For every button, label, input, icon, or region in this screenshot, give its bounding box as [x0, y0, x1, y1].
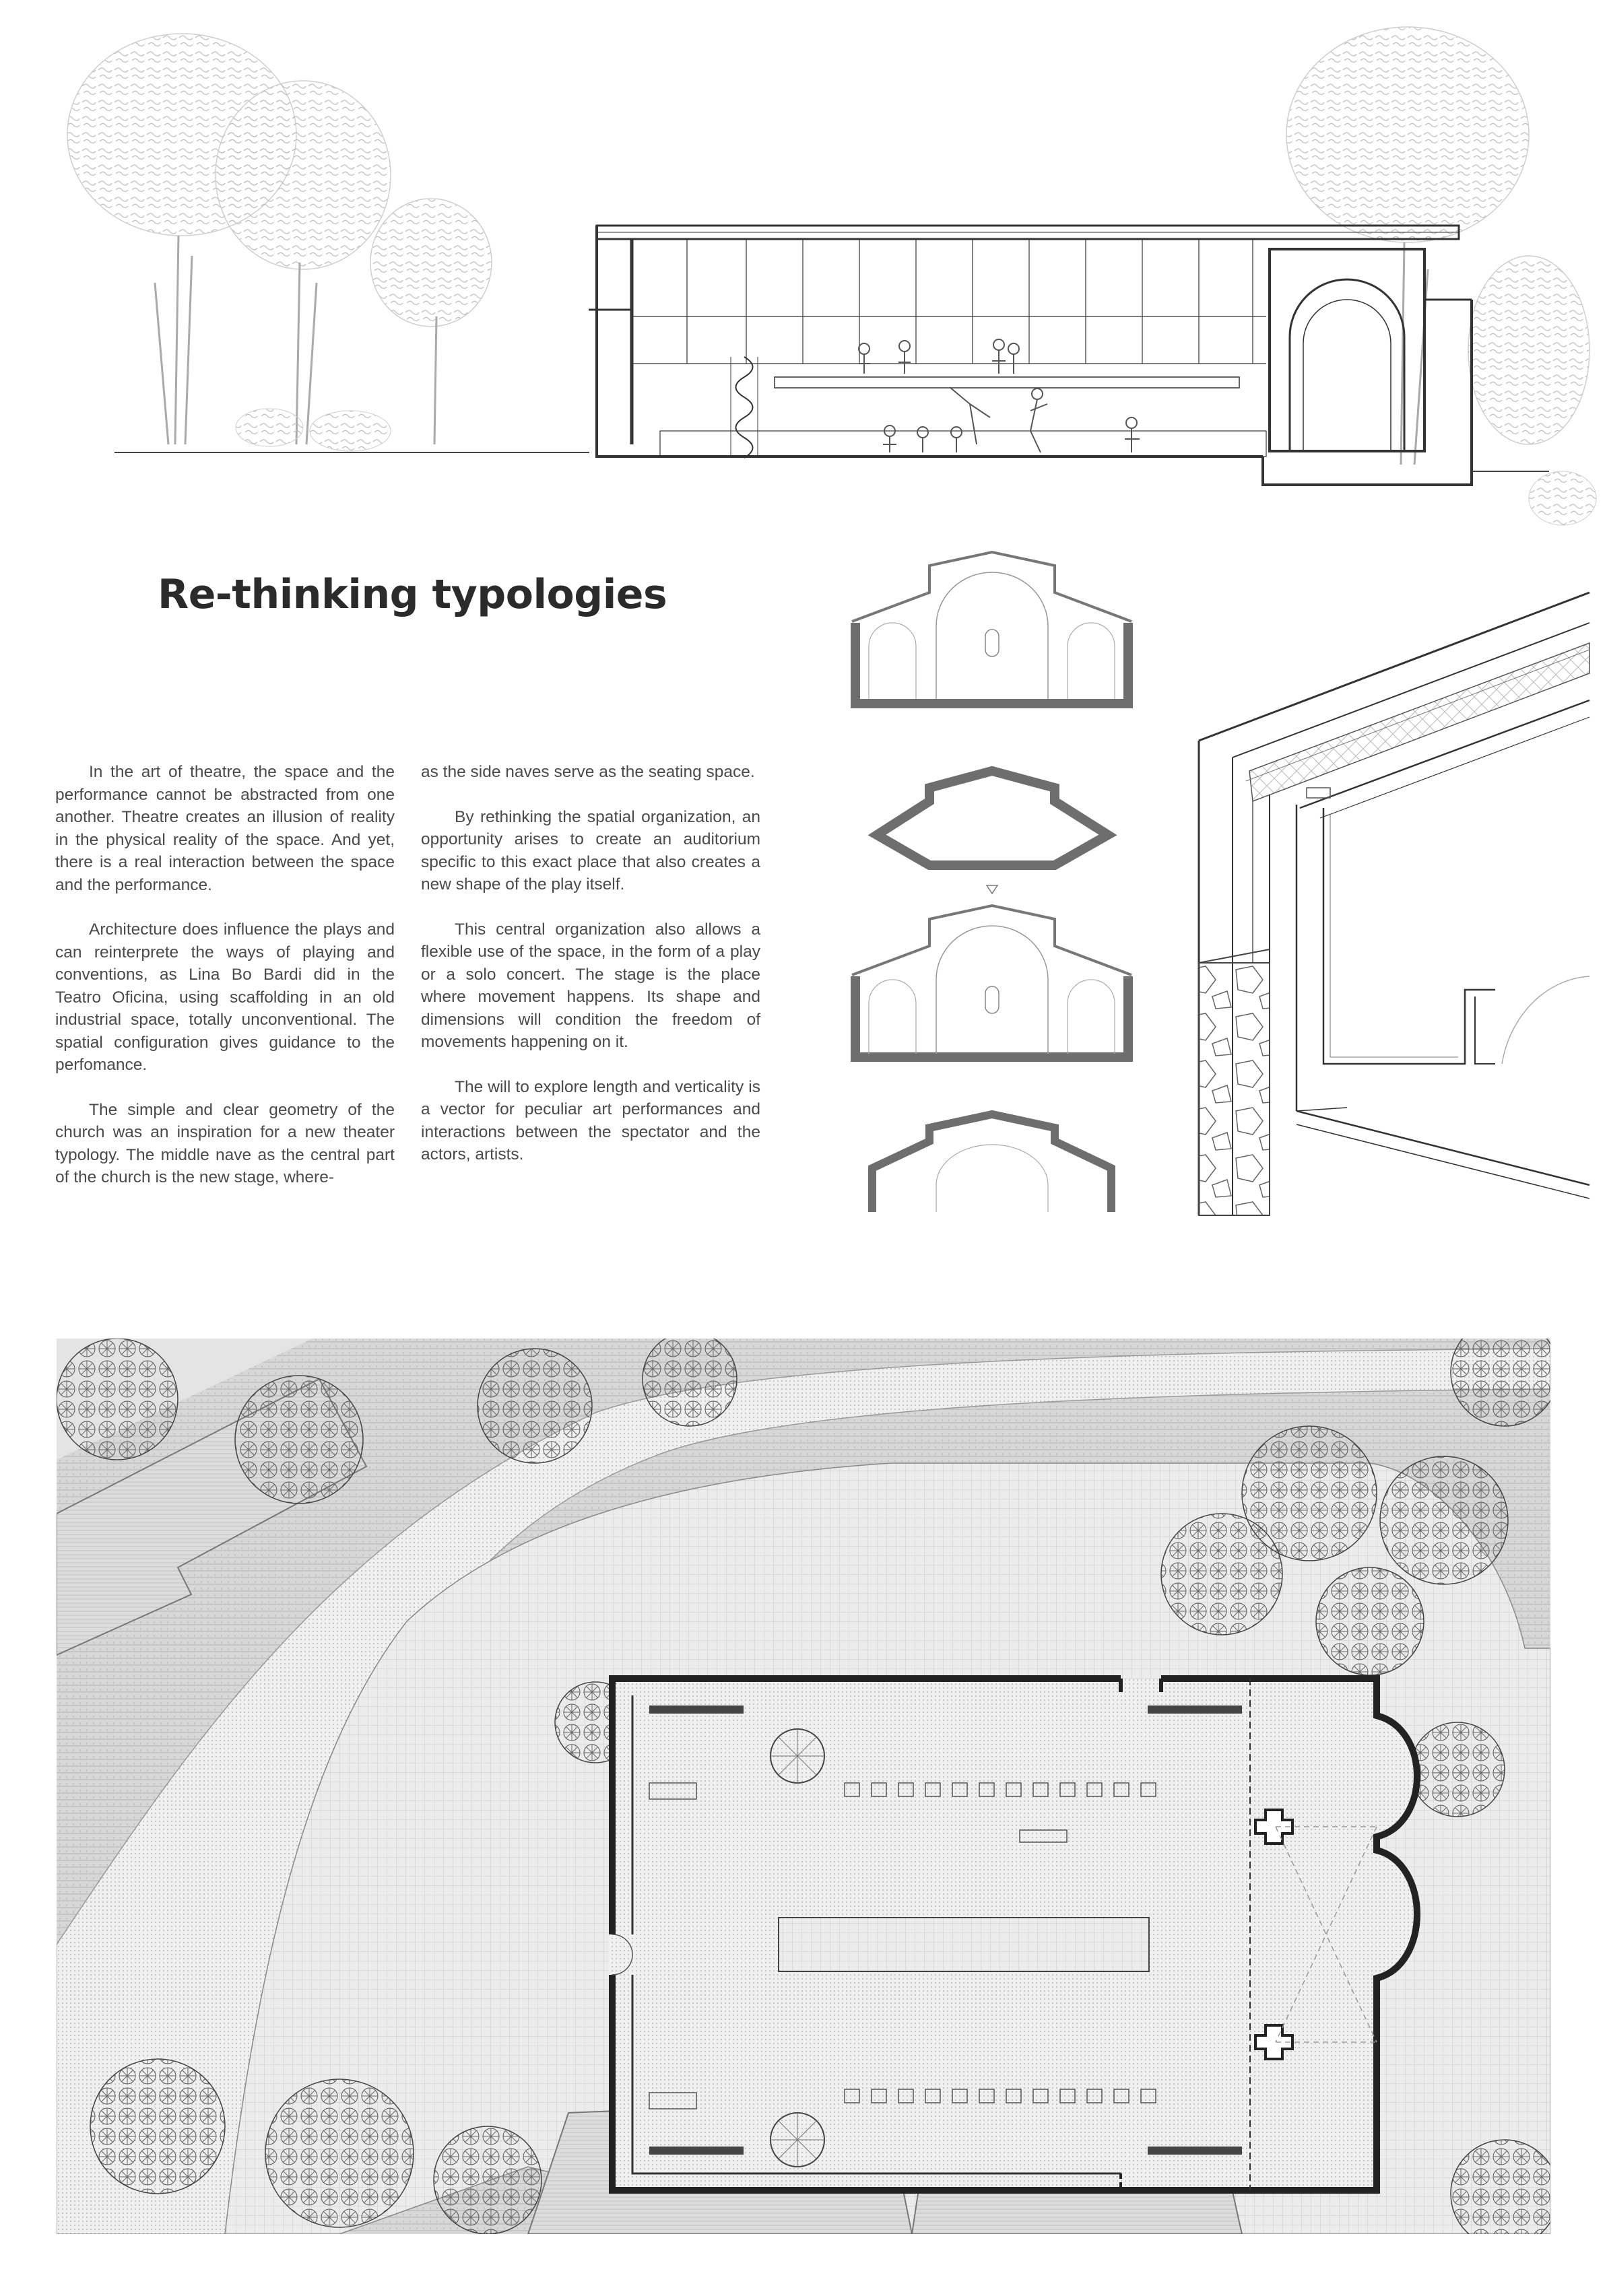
church-floor-plan — [609, 1679, 1417, 2190]
page-title: Re-thinking typologies — [158, 571, 667, 618]
typology-diagrams — [835, 539, 1145, 1225]
tree-left-3 — [370, 199, 492, 444]
longitudinal-section-drawing — [0, 0, 1607, 539]
paragraph: The will to explore length and verticality is a vector for peculiar art performances and interactions between the spectator and the actors, artists. — [421, 1077, 760, 1163]
tree-right-2 — [1468, 256, 1596, 525]
text-column-left — [55, 761, 395, 1211]
roof-diagram — [877, 771, 1108, 893]
construction-detail-drawing — [1185, 586, 1596, 1219]
site-plan-drawing — [57, 1339, 1550, 2234]
paragraph: Architecture does influence the plays and can reinterprete the ways of playing and conventions, as Lina Bo Bardi did in the Teatro Oficina, using scaffolding in an old industrial space, totally unconventional. The spatial configuration gives guidance to the perfomance. — [55, 920, 395, 1074]
tree-left-2 — [216, 81, 391, 444]
paragraph: In the art of theatre, the space and the performance cannot be abstracted from one another. Theatre creates an illusion of reality in the physical reality of the space. And yet, there is a real interaction between the space and the performance. — [55, 763, 395, 894]
text-column-right — [421, 761, 760, 1188]
shrub-left — [236, 409, 391, 451]
church-section-diagram-2 — [852, 906, 1132, 1057]
paragraph: This central organization also allows a flexible use of the space, in the form of a play or a solo concert. The stage is the place where movement happens. Its shape and dimensions will condition the freedom of movements happening on it. — [421, 920, 760, 1051]
paragraph: By rethinking the spatial organization, an opportunity arises to create an auditorium specific to this exact place that also creates a new shape of the play itself. — [421, 807, 760, 893]
people-figures — [859, 339, 1140, 452]
building-section — [589, 226, 1472, 485]
church-section-diagram-3 — [872, 1114, 1111, 1212]
paragraph: The simple and clear geometry of the church was an inspiration for a new theater typology. The middle nave as the central part of the church is the new stage, where- — [55, 1100, 395, 1186]
church-section-diagram-1 — [852, 552, 1132, 704]
paragraph: as the side naves serve as the seating space. — [421, 763, 755, 781]
